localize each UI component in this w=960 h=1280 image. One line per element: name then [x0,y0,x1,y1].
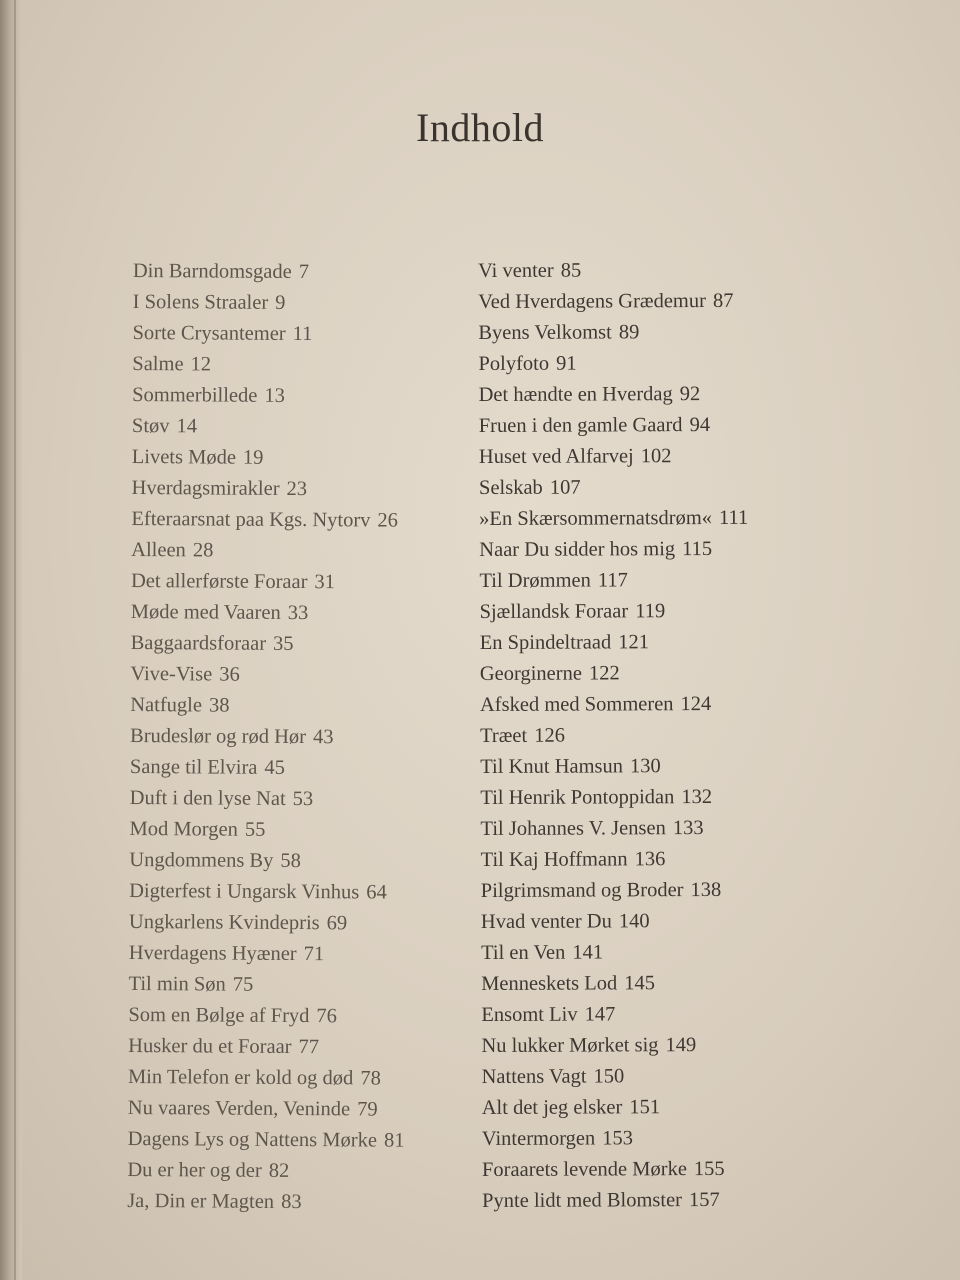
toc-entry [128,969,405,1002]
toc-left-column [127,256,410,1219]
toc-entry [131,473,408,506]
book-spine [0,0,22,1280]
toc-entry-page-number: 157 [688,1188,720,1212]
toc-entry [131,535,408,568]
toc-entry [479,379,748,411]
toc-entry-title: Menneskets Lod [481,972,618,995]
toc-entry [129,845,406,878]
toc-entry-page-number: 133 [672,817,704,840]
toc-entry-page-number: 58 [280,849,301,873]
toc-entry [131,597,408,630]
toc-entry-page-number: 149 [665,1034,697,1057]
toc-entry-title: Afsked med Sommeren [479,693,674,716]
toc-entry-title: Sange til Elvira [129,755,258,779]
toc-entry-page-number: 150 [593,1065,625,1088]
toc-entry [481,844,750,876]
toc-entry-title: Møde med Vaaren [130,600,281,624]
toc-entry-page-number: 78 [360,1067,381,1090]
toc-entry-page-number: 7 [298,261,310,284]
toc-entry-title: Selskab [478,476,543,499]
toc-entry [478,348,747,380]
toc-entry-title: Ja, Din er Magten [127,1189,275,1213]
toc-entry-title: Vintermorgen [481,1127,596,1150]
toc-entry-title: Støv [131,414,170,438]
toc-entry-title: Brudeslør og rød Hør [130,724,307,749]
toc-entry-title: En Spindeltraad [479,631,612,654]
toc-entry-page-number: 28 [192,539,214,562]
toc-entry-title: Ensomt Liv [481,1003,578,1026]
toc-right-column [478,255,751,1217]
toc-entry [481,1030,750,1062]
toc-entry-page-number: 36 [219,663,240,686]
toc-entry-page-number: 26 [377,509,399,532]
toc-entry [479,565,748,597]
toc-entry [478,317,747,349]
toc-entry-page-number: 82 [268,1159,290,1182]
toc-entry-title: Hvad venter Du [480,910,612,933]
toc-entry-page-number: 136 [634,848,666,871]
toc-entry-title: Din Barndomsgade [132,259,292,283]
toc-entry-title: Pilgrimsmand og Broder [480,879,684,902]
toc-entry-page-number: 141 [572,941,604,964]
toc-entry-title: Byens Velkomst [478,321,612,344]
toc-entry-title: Digterfest i Ungarsk Vinhus [129,879,360,904]
toc-entry-title: Nu vaares Verden, Veninde [127,1096,351,1121]
toc-entry-page-number: 64 [366,881,387,904]
toc-entry-title: Livets Møde [131,445,237,469]
toc-entry-title: Vive-Vise [130,662,213,686]
toc-entry-page-number: 31 [314,571,336,594]
toc-entry [482,1123,751,1155]
toc-entry-title: Georginerne [479,662,582,685]
toc-entry-page-number: 45 [264,756,285,779]
toc-entry [481,906,750,938]
toc-entry-page-number: 147 [584,1003,616,1026]
toc-entry-page-number: 115 [682,537,713,561]
toc-entry-page-number: 76 [316,1005,338,1028]
spine-edge-line [14,0,16,1280]
toc-entry-title: Nu lukker Mørket sig [481,1034,659,1057]
toc-entry [130,659,407,692]
toc-entry-title: Hverdagens Hyæner [128,941,297,966]
toc-entry-page-number: 130 [629,755,661,778]
toc-entry-page-number: 94 [689,413,711,437]
toc-entry-page-number: 55 [244,818,266,841]
toc-entry-title: Min Telefon er kold og død [127,1065,354,1090]
toc-entry [480,658,749,690]
toc-entry-page-number: 121 [618,631,650,654]
toc-entry-title: »En Skærsommernatsdrøm« [479,506,713,530]
toc-entry [479,596,748,628]
toc-entry-title: Sorte Crysantemer [132,321,286,345]
toc-entry [482,1061,751,1093]
toc-entry [478,286,747,318]
toc-entry-title: Til min Søn [128,972,226,996]
toc-entry-page-number: 69 [326,912,348,935]
toc-entry-page-number: 117 [597,569,628,592]
toc-entry [479,410,748,442]
toc-entry-title: Fruen i den gamle Gaard [478,414,683,437]
toc-entry [131,566,408,599]
toc-entry-title: Efteraarsnat paa Kgs. Nytorv [131,507,371,532]
toc-entry-page-number: 111 [718,506,749,529]
toc-entry-title: Alt det jeg elsker [481,1096,623,1119]
toc-entry-page-number: 155 [693,1157,725,1181]
toc-entry-title: Mod Morgen [129,817,238,841]
toc-entry-page-number: 151 [629,1096,661,1119]
toc-entry [480,689,749,721]
toc-entry-page-number: 53 [292,787,314,811]
toc-entry-page-number: 132 [681,785,713,809]
toc-entry-title: Naar Du sidder hos mig [479,538,676,561]
toc-entry [128,1031,405,1064]
toc-entry [127,1155,404,1188]
toc-entry-page-number: 81 [383,1129,405,1152]
toc-entry-title: Det allerførste Foraar [130,569,308,594]
toc-entry-title: Baggaardsforaar [130,631,267,655]
toc-entry-title: I Solens Straaler [132,290,269,314]
toc-entry-title: Til Henrik Pontoppidan [480,786,675,809]
toc-entry [130,690,407,723]
toc-entry-page-number: 71 [303,943,325,966]
toc-entry [478,255,747,287]
toc-entry [479,472,748,504]
toc-entry [482,1185,751,1217]
toc-entry [132,411,409,444]
toc-entry [129,938,406,971]
toc-entry-title: Til Drømmen [479,569,591,592]
toc-entry-page-number: 79 [357,1098,378,1121]
toc-entry-title: Til Johannes V. Jensen [480,817,666,840]
toc-entry [132,380,409,413]
toc-entry-title: Ungdommens By [129,848,274,872]
toc-entry [132,318,409,351]
toc-entry [480,782,749,814]
toc-entry-page-number: 9 [275,291,286,314]
toc-entry [133,287,410,320]
toc-entry-page-number: 89 [618,321,640,344]
toc-entry [480,720,749,752]
toc-entry-title: Vi venter [478,259,554,282]
toc-entry-page-number: 14 [176,415,198,438]
toc-entry [130,721,407,754]
toc-entry [481,968,750,1000]
toc-entry-title: Polyfoto [478,352,550,375]
toc-entry-page-number: 145 [624,972,656,995]
toc-entry [480,627,749,659]
toc-entry-page-number: 102 [640,445,672,468]
toc-entry [480,751,749,783]
toc-entry-page-number: 77 [298,1036,320,1059]
toc-entry [127,1186,404,1219]
toc-entry [132,442,409,475]
toc-entry-title: Sommerbillede [132,383,258,407]
toc-entry [131,504,408,537]
toc-entry-title: Alleen [131,538,186,562]
toc-entry [130,752,407,785]
toc-entry-title: Til Knut Hamsun [480,755,624,778]
toc-entry-title: Sjællandsk Foraar [479,600,629,623]
toc-entry-title: Salme [132,352,184,376]
toc-entry [482,1154,751,1186]
toc-entry-page-number: 11 [292,322,313,346]
toc-entry-title: Ungkarlens Kvindepris [128,910,320,935]
toc-entry-page-number: 138 [690,878,722,902]
toc-entry [482,1092,751,1124]
toc-entry [481,937,750,969]
toc-entry-title: Hverdagsmirakler [131,476,280,500]
toc-entry-page-number: 124 [680,692,712,716]
toc-entry-page-number: 92 [679,383,701,406]
toc-entry-title: Til Kaj Hoffmann [480,848,628,871]
toc-entry-title: Til en Ven [480,941,566,964]
toc-entry-page-number: 85 [560,259,582,282]
toc-entry-page-number: 126 [534,724,566,747]
toc-entry-page-number: 38 [208,694,230,717]
page-title: Indhold [416,105,544,150]
toc-entry-page-number: 23 [286,477,308,501]
toc-entry-page-number: 140 [618,910,650,933]
toc-entry-page-number: 12 [190,353,212,376]
toc-entry [481,875,750,907]
toc-entry [132,349,409,382]
toc-entry [480,813,749,845]
toc-entry-title: Pynte lidt med Blomster [482,1189,683,1212]
toc-entry-title: Natfugle [130,693,203,717]
toc-entry-page-number: 122 [588,662,620,685]
toc-entry [479,503,748,535]
toc-entry-page-number: 75 [232,973,254,996]
toc-entry-title: Ved Hverdagens Grædemur [478,290,706,313]
toc-entry-title: Husker du et Foraar [128,1034,292,1058]
toc-entry-page-number: 83 [281,1190,302,1214]
toc-entry [128,1062,405,1095]
toc-entry [129,814,406,847]
toc-entry-title: Træet [480,724,528,747]
toc-entry-title: Nattens Vagt [481,1065,587,1088]
toc-entry-page-number: 87 [712,289,734,312]
toc-entry [479,534,748,566]
toc-entry [128,1124,405,1157]
toc-entry-page-number: 43 [312,726,334,749]
toc-entry-page-number: 13 [264,384,285,407]
toc-entry [481,999,750,1031]
toc-entry-title: Huset ved Alfarvej [478,445,634,468]
toc-entry-page-number: 19 [242,446,264,469]
toc-entry [479,441,748,473]
toc-entry-title: Det hændte en Hverdag [478,383,673,406]
toc-entry-title: Du er her og der [127,1158,262,1182]
toc-entry [133,256,410,289]
toc-entry [128,1000,405,1033]
toc-entry [129,876,406,909]
toc-entry-page-number: 33 [287,601,309,625]
toc-entry-title: Som en Bølge af Fryd [128,1003,310,1028]
toc-entry-page-number: 153 [602,1127,634,1150]
toc-entry-title: Foraarets levende Mørke [481,1158,687,1181]
toc-entry-page-number: 107 [549,476,581,499]
toc-entry [128,1093,405,1126]
toc-entry [131,628,408,661]
toc-entry-title: Dagens Lys og Nattens Mørke [127,1127,378,1152]
toc-entry-title: Duft i den lyse Nat [129,786,286,810]
toc-entry [129,907,406,940]
toc-entry-page-number: 91 [556,352,577,375]
toc-entry-page-number: 35 [273,632,294,655]
toc-entry-page-number: 119 [635,600,666,623]
toc-entry [130,783,407,816]
